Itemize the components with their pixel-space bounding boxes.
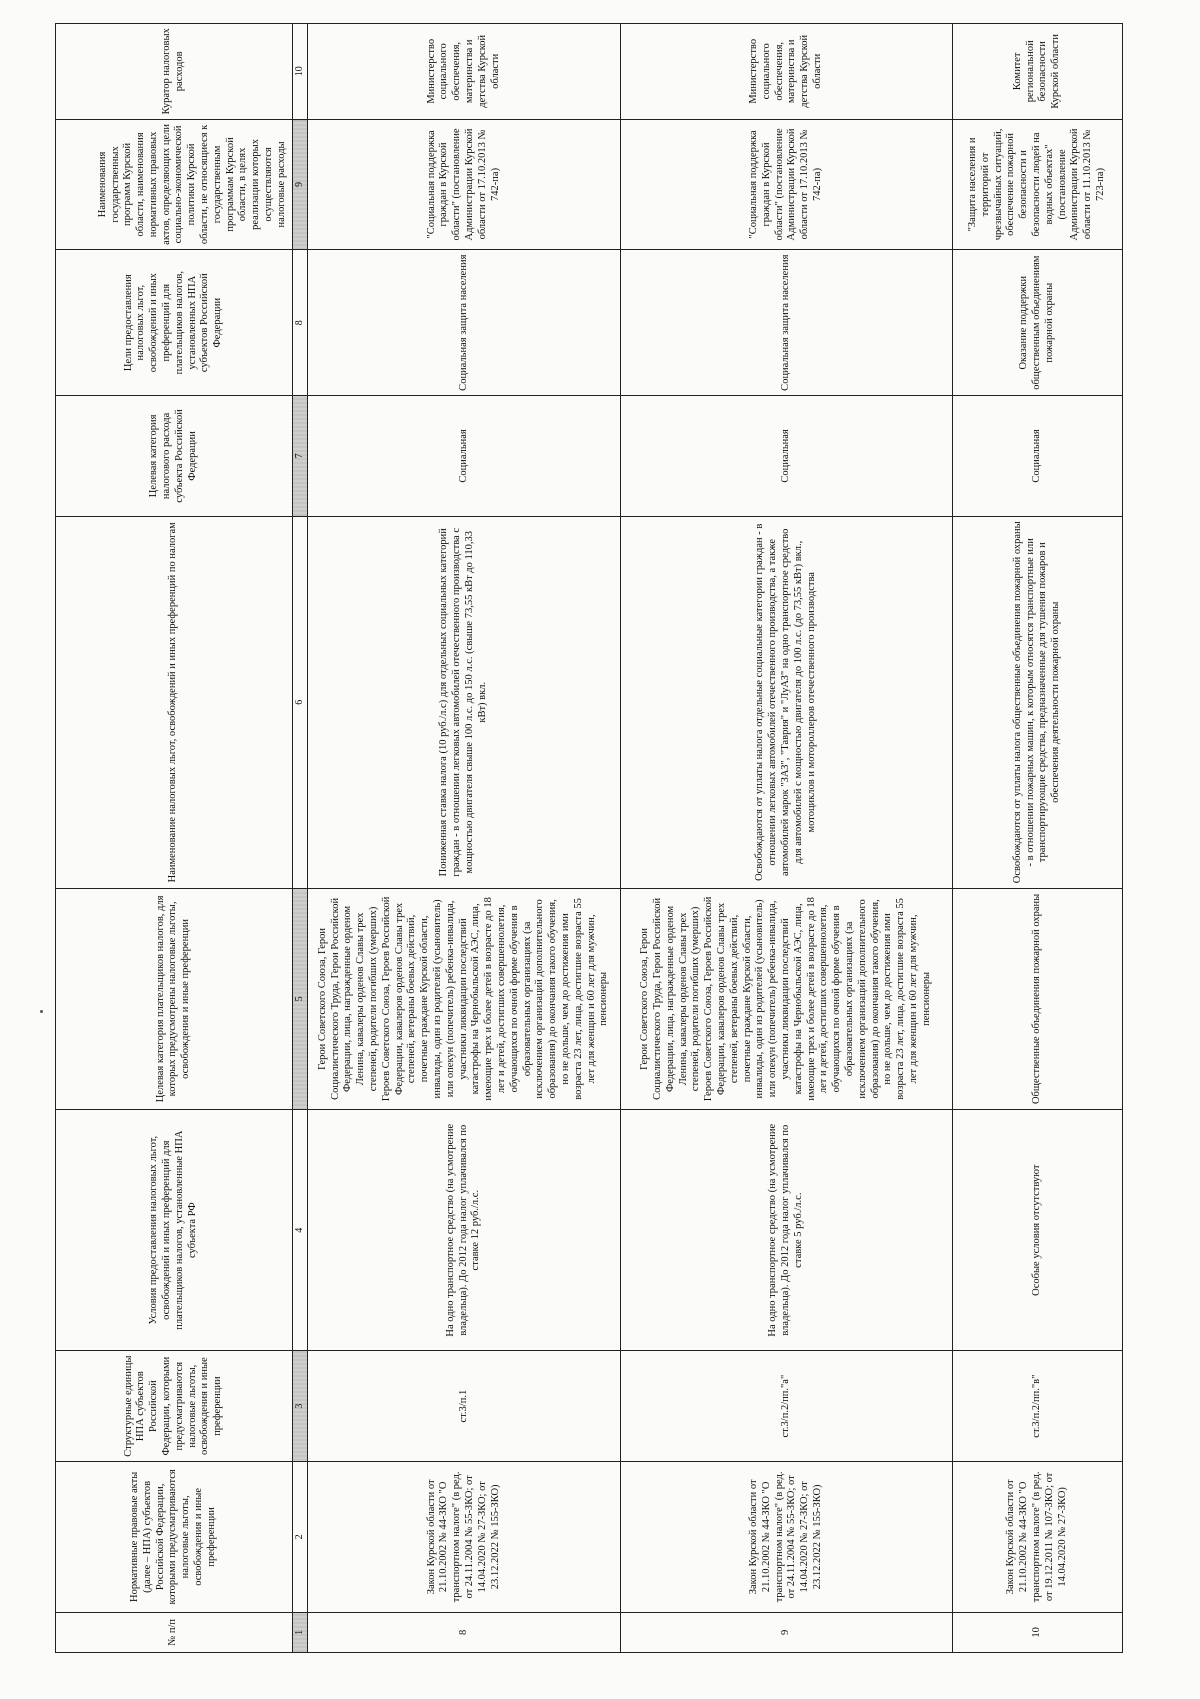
benefit-name-cell: Пониженная ставка налога (10 руб./л.с) для отдельных социальных категорий граждан - в отношении легковых автомобилей отечественного производства с мощностью двигателя свыше 100 л.с. до 150 л.с. (свыше 73,55 кВт до 110,33 кВт) вкл.	[307, 516, 620, 888]
goal-cell: Социальная защита населения	[621, 250, 953, 396]
legal-act-cell: Закон Курской области от 21.10.2002 № 44-ЗКО "О транспортном налоге" (в ред. от 19.12.2011 № 107-ЗКО; от 14.04.2020 № 27-ЗКО)	[952, 1461, 1122, 1612]
column-number: 6	[292, 516, 307, 888]
header-act-units: Структурные единицы НПА субъектов Российской Федерации, которыми предусматриваются налоговые льготы, освобождения и иные преференции	[56, 1351, 293, 1462]
column-number: 9	[292, 119, 307, 250]
header-programs: Наименования государственных программ Курской области, наименования нормативных правовых актов, определяющих цели социально-экономической политики Курской области, не относящиеся к государственным программам Курской области, в целях реализации которых осуществляются налоговые расходы	[56, 119, 293, 250]
act-unit-cell: ст.3/п.2/пп."а"	[621, 1351, 953, 1462]
act-unit-cell: ст.3/п.2/пп."в"	[952, 1351, 1122, 1462]
column-number: 10	[292, 24, 307, 120]
legal-act-cell: Закон Курской области от 21.10.2002 № 44-ЗКО "О транспортном налоге" (в ред. от 24.11.2004 № 55-ЗКО; от 14.04.2020 № 27-ЗКО; от 23.12.2022 № 155-ЗКО)	[307, 1461, 620, 1612]
header-number: № п/п	[56, 1612, 293, 1652]
target-category-cell: Социальная	[952, 396, 1122, 517]
row-number: 8	[307, 1612, 620, 1652]
scan-speck	[40, 1010, 43, 1013]
table-row	[307, 24, 620, 1653]
curator-cell: Министерство социального обеспечения, материнства и детства Курской области	[307, 24, 620, 120]
row-number: 9	[621, 1612, 953, 1652]
program-cell: "Защита населения и территорий от чрезвычайных ситуаций, обеспечение пожарной безопасности и безопасности людей на водных объектах" (постановление Администрации Курской области от 11.10.2013 № 723-па)	[952, 119, 1122, 250]
column-number: 3	[292, 1351, 307, 1462]
header-benefit-name: Наименование налоговых льгот, освобождений и иных преференций по налогам	[56, 516, 293, 888]
header-taxpayer-category: Целевая категория плательщиков налогов, для которых предусмотрены налоговые льготы, освобождения и иные преференции	[56, 888, 293, 1109]
column-number: 4	[292, 1110, 307, 1351]
conditions-cell: Особые условия отсутствуют	[952, 1110, 1122, 1351]
benefit-name-cell: Освобождаются от уплаты налога отдельные социальные категории граждан - в отношении легковых автомобилей отечественного производства, а также автомобилей марок "ЗАЗ", "Таврия" и "ЛуАЗ" на одно транспортное средство для автомобилей с мощностью двигателя до 100 л.с. (до 73,55 кВт) вкл., мотоциклов и мотороллеров отечественного производства	[621, 516, 953, 888]
row-number: 10	[952, 1612, 1122, 1652]
taxpayer-category-cell: Общественные объединения пожарной охраны	[952, 888, 1122, 1109]
curator-cell: Комитет региональной безопасности Курской области	[952, 24, 1122, 120]
program-cell: "Социальная поддержка граждан в Курской области" (постановление Администрации Курской области от 17.10.2013 № 742-па)	[307, 119, 620, 250]
taxpayer-category-cell: Герои Советского Союза, Герои Социалистического Труда, Герои Российской Федерации, лица, награжденные орденом Ленина, кавалеры орденов Славы трех степеней, родители погибших (умерших) Героев Советского Союза, Героев Российской Федерации, кавалеров орденов Славы трех степеней, ветераны боевых действий, почетные граждане Курской области, инвалиды, один из родителей (усыновитель) или опекун (попечитель) ребенка-инвалида, участники ликвидации последствий катастрофы на Чернобыльской АЭС, лица, имеющие трех и более детей в возрасте до 18 лет и детей, достигших совершеннолетия, обучающихся по очной форме обучения в образовательных организациях (за исключением организаций дополнительного образования) до окончания такого обучения, но не дольше, чем до достижения ими возраста 23 лет, лица, достигшие возраста 55 лет для женщин и 60 лет для мужчин, пенсионеры	[621, 888, 953, 1109]
goal-cell: Социальная защита населения	[307, 250, 620, 396]
header-target-category: Целевая категория налогового расхода субъекта Российской Федерации	[56, 396, 293, 517]
header-legal-acts: Нормативные правовые акты (далее – НПА) субъектов Российской Федерации, которыми предусматриваются налоговые льготы, освобождения и иные преференции	[56, 1461, 293, 1612]
column-number: 2	[292, 1461, 307, 1612]
legal-act-cell: Закон Курской области от 21.10.2002 № 44-ЗКО "О транспортном налоге" (в ред. от 24.11.2004 № 55-ЗКО; от 14.04.2020 № 27-ЗКО; от 23.12.2022 № 155-ЗКО)	[621, 1461, 953, 1612]
curator-cell: Министерство социального обеспечения, материнства и детства Курской области	[621, 24, 953, 120]
table-row	[952, 24, 1122, 1653]
tax-expenditure-table	[55, 23, 1123, 1653]
column-number: 8	[292, 250, 307, 396]
target-category-cell: Социальная	[307, 396, 620, 517]
column-number: 7	[292, 396, 307, 517]
conditions-cell: На одно транспортное средство (на усмотрение владельца). До 2012 года налог уплачивался по ставке 12 руб./л.с.	[307, 1110, 620, 1351]
taxpayer-category-cell: Герои Советского Союза, Герои Социалистического Труда, Герои Российской Федерации, лица, награжденные орденом Ленина, кавалеры орденов Славы трех степеней, родители погибших (умерших) Героев Советского Союза, Героев Российской Федерации, кавалеров орденов Славы трех степеней, ветераны боевых действий, почетные граждане Курской области, инвалиды, один из родителей (усыновитель) или опекун (попечитель) ребенка-инвалида, участники ликвидации последствий катастрофы на Чернобыльской АЭС, лица, имеющие трех и более детей в возрасте до 18 лет и детей, достигших совершеннолетия, обучающихся по очной форме обучения в образовательных организациях (за исключением организаций дополнительного образования) до окончания такого обучения, но не дольше, чем до достижения ими возраста 23 лет, лица, достигшие возраста 55 лет для женщин и 60 лет для мужчин, пенсионеры	[307, 888, 620, 1109]
header-curator: Куратор налоговых расходов	[56, 24, 293, 120]
conditions-cell: На одно транспортное средство (на усмотрение владельца). До 2012 года налог уплачивался по ставке 5 руб./л.с.	[621, 1110, 953, 1351]
column-number: 5	[292, 888, 307, 1109]
program-cell: "Социальная поддержка граждан в Курской области" (постановление Администрации Курской области от 17.10.2013 № 742-па)	[621, 119, 953, 250]
column-number: 1	[292, 1612, 307, 1652]
target-category-cell: Социальная	[621, 396, 953, 517]
column-number-row	[292, 24, 307, 1653]
benefit-name-cell: Освобождаются от уплаты налога общественные объединения пожарной охраны - в отношении пожарных машин, к которым относятся транспортные или транспортирующие средства, предназначенные для тушения пожаров и обеспечения деятельности пожарной охраны	[952, 516, 1122, 888]
header-conditions: Условия предоставления налоговых льгот, освобождений и иных преференций для плательщиков налогов, установленные НПА субъекта РФ	[56, 1110, 293, 1351]
rotated-register-table	[55, 23, 1123, 1653]
header-row	[56, 24, 293, 1653]
act-unit-cell: ст.3/п.1	[307, 1351, 620, 1462]
header-goals: Цели предоставления налоговых льгот, освобождений и иных преференций для плательщиков налогов, установленных НПА субъектов Российской Федерации	[56, 250, 293, 396]
table-row	[621, 24, 953, 1653]
goal-cell: Оказание поддержки общественным объединениям пожарной охраны	[952, 250, 1122, 396]
